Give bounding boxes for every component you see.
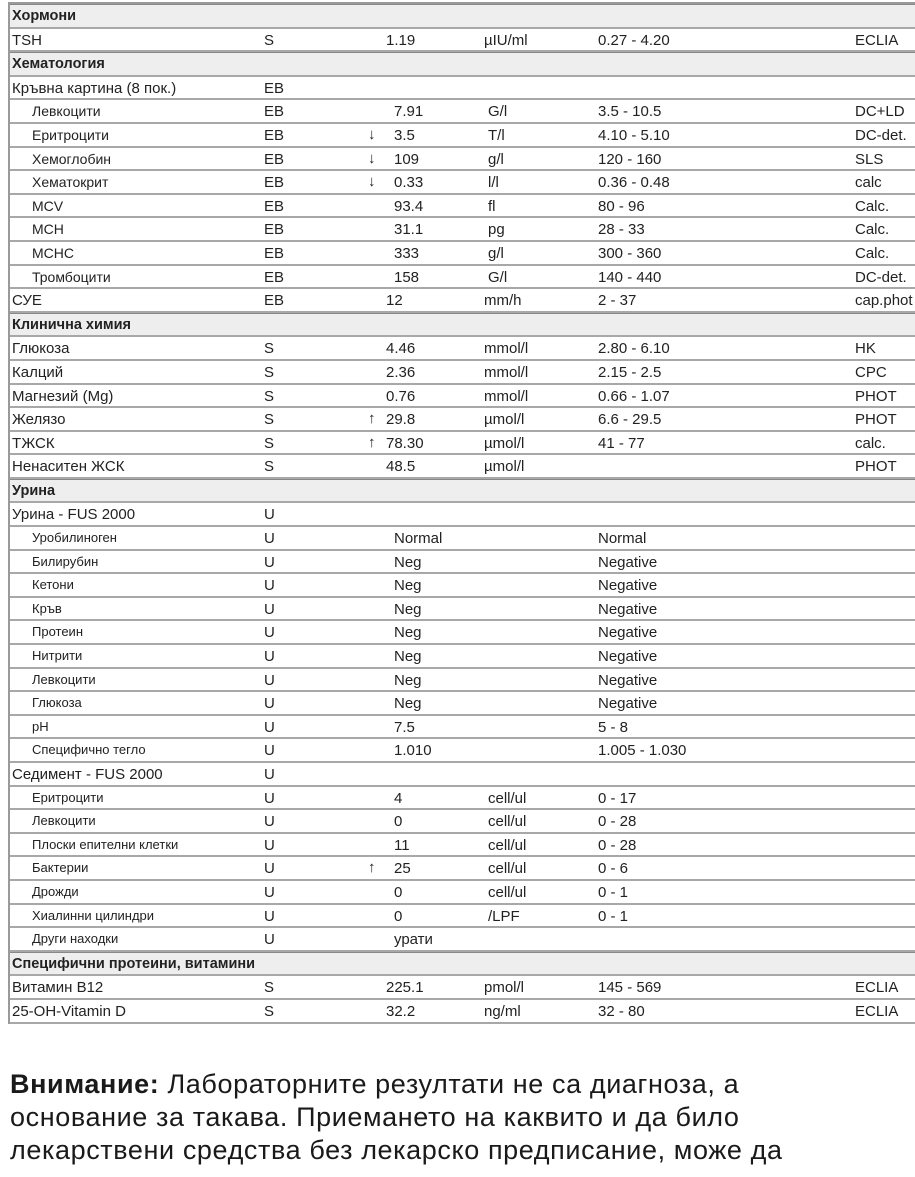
- section-header: [10, 4, 915, 29]
- disclaimer-note: [10, 1068, 783, 1167]
- method: DC+LD: [855, 103, 905, 121]
- result-value: 7.91: [394, 103, 424, 121]
- table-row: [10, 100, 915, 124]
- method: Calc.: [855, 244, 890, 262]
- sample-type: U: [264, 718, 275, 736]
- test-name: Глюкоза: [12, 340, 70, 358]
- sample-type: EB: [264, 126, 285, 144]
- test-name: СУЕ: [12, 292, 42, 310]
- unit: l/l: [488, 174, 499, 192]
- arrow-down-icon: ↓: [368, 173, 376, 191]
- test-name: Калций: [12, 363, 64, 381]
- table-row: [10, 574, 915, 598]
- table-row: [10, 432, 915, 456]
- test-name: Протеин: [32, 624, 83, 640]
- arrow-up-icon: ↑: [368, 433, 376, 451]
- sample-type: S: [264, 31, 275, 49]
- method: DC-det.: [855, 268, 907, 286]
- sample-type: EB: [264, 103, 285, 121]
- test-name: Кръвна картина (8 пок.): [12, 79, 177, 97]
- arrow-up-icon: ↑: [368, 859, 376, 877]
- unit: µmol/l: [484, 458, 525, 476]
- result-value: 0.76: [386, 387, 416, 405]
- reference-range: Normal: [598, 530, 647, 548]
- test-name: Урина - FUS 2000: [12, 506, 136, 524]
- method: calc.: [855, 434, 886, 452]
- arrow-up-icon: ↑: [368, 410, 376, 428]
- method: ECLIA: [855, 1002, 899, 1020]
- test-name: 25-OH-Vitamin D: [12, 1002, 126, 1020]
- table-row: [10, 266, 915, 290]
- result-value: Normal: [394, 530, 443, 548]
- reference-range: 1.005 - 1.030: [598, 742, 687, 760]
- result-value: Neg: [394, 648, 422, 666]
- reference-range: 2.80 - 6.10: [598, 340, 670, 358]
- result-value: урати: [394, 931, 433, 949]
- result-value: 0: [394, 883, 403, 901]
- lab-results-table: [8, 2, 915, 1024]
- result-value: 1.19: [386, 31, 416, 49]
- table-row: [10, 1000, 915, 1024]
- test-name: Левкоцити: [32, 813, 96, 829]
- sample-type: EB: [264, 292, 285, 310]
- reference-range: 6.6 - 29.5: [598, 411, 662, 429]
- test-name: Левкоцити: [32, 671, 96, 687]
- unit: G/l: [488, 103, 508, 121]
- table-row: [10, 716, 915, 740]
- sample-type: EB: [264, 150, 285, 168]
- sample-type: U: [264, 742, 275, 760]
- sample-type: U: [264, 931, 275, 949]
- sample-type: U: [264, 883, 275, 901]
- table-row: [10, 976, 915, 1000]
- reference-range: Negative: [598, 553, 658, 571]
- result-value: 11: [394, 836, 410, 854]
- result-value: 0: [394, 813, 403, 831]
- table-row: [10, 455, 915, 479]
- method: CPC: [855, 363, 887, 381]
- test-name: Специфични протеини, витамини: [12, 955, 256, 972]
- test-name: Хемоглобин: [32, 150, 112, 167]
- reference-range: 4.10 - 5.10: [598, 126, 670, 144]
- reference-range: Negative: [598, 600, 658, 618]
- result-value: Neg: [394, 553, 422, 571]
- result-value: 0: [394, 907, 403, 925]
- table-row: [10, 77, 915, 101]
- result-value: Neg: [394, 577, 422, 595]
- table-row: [10, 218, 915, 242]
- table-row: [10, 29, 915, 53]
- arrow-down-icon: ↓: [368, 125, 376, 143]
- method: cap.phot: [855, 292, 913, 310]
- reference-range: 28 - 33: [598, 221, 645, 239]
- sample-type: S: [264, 434, 275, 452]
- result-value: 25: [394, 860, 411, 878]
- table-row: [10, 669, 915, 693]
- table-row: [10, 361, 915, 385]
- unit: cell/ul: [488, 836, 527, 854]
- sample-type: U: [264, 577, 275, 595]
- unit: G/l: [488, 268, 508, 286]
- unit: µIU/ml: [484, 31, 528, 49]
- result-value: 48.5: [386, 458, 416, 476]
- result-value: 7.5: [394, 718, 415, 736]
- test-name: Левкоцити: [32, 103, 101, 120]
- result-value: Neg: [394, 695, 422, 713]
- unit: g/l: [488, 244, 504, 262]
- table-row: [10, 408, 915, 432]
- result-value: 225.1: [386, 979, 424, 997]
- table-row: [10, 621, 915, 645]
- sample-type: EB: [264, 79, 285, 97]
- reference-range: 80 - 96: [598, 197, 645, 215]
- sample-type: U: [264, 506, 275, 524]
- table-row: [10, 289, 915, 313]
- test-name: ТЖСК: [12, 434, 55, 452]
- reference-range: Negative: [598, 648, 658, 666]
- sample-type: U: [264, 860, 275, 878]
- result-value: 158: [394, 268, 420, 286]
- table-row: [10, 834, 915, 858]
- reference-range: 41 - 77: [598, 434, 645, 452]
- method: PHOT: [855, 411, 897, 429]
- test-name: Хиалинни цилиндри: [32, 907, 155, 923]
- test-name: Хематокрит: [32, 174, 109, 191]
- table-row: [10, 124, 915, 148]
- reference-range: 0.66 - 1.07: [598, 387, 670, 405]
- method: DC-det.: [855, 126, 907, 144]
- test-name: Глюкоза: [32, 695, 82, 711]
- unit: fl: [488, 197, 496, 215]
- sample-type: U: [264, 624, 275, 642]
- reference-range: Negative: [598, 695, 658, 713]
- test-name: Витамин B12: [12, 979, 104, 997]
- test-name: Бактерии: [32, 860, 89, 876]
- result-value: 333: [394, 244, 420, 262]
- sample-type: EB: [264, 197, 285, 215]
- test-name: Ненаситен ЖСК: [12, 458, 125, 476]
- table-row: [10, 337, 915, 361]
- sample-type: U: [264, 648, 275, 666]
- sample-type: EB: [264, 244, 285, 262]
- unit: /LPF: [488, 907, 520, 925]
- reference-range: 300 - 360: [598, 244, 662, 262]
- table-row: [10, 551, 915, 575]
- result-value: 4.46: [386, 340, 416, 358]
- sample-type: U: [264, 600, 275, 618]
- unit: ng/ml: [484, 1002, 521, 1020]
- method: HK: [855, 340, 876, 358]
- result-value: 31.1: [394, 221, 424, 239]
- result-value: 109: [394, 150, 420, 168]
- sample-type: S: [264, 411, 275, 429]
- method: Calc.: [855, 197, 890, 215]
- sample-type: U: [264, 813, 275, 831]
- test-name: MCH: [32, 221, 64, 238]
- table-row: [10, 881, 915, 905]
- reference-range: 0 - 1: [598, 907, 629, 925]
- method: Calc.: [855, 221, 890, 239]
- test-name: Тромбоцити: [32, 268, 111, 285]
- section-header: [10, 52, 915, 77]
- unit: mm/h: [484, 292, 522, 310]
- table-row: [10, 503, 915, 527]
- sample-type: U: [264, 695, 275, 713]
- test-name: Нитрити: [32, 648, 83, 664]
- reference-range: 32 - 80: [598, 1002, 645, 1020]
- sample-type: U: [264, 789, 275, 807]
- table-row: [10, 385, 915, 409]
- sample-type: S: [264, 979, 275, 997]
- result-value: Neg: [394, 671, 422, 689]
- method: ECLIA: [855, 31, 899, 49]
- table-row: [10, 527, 915, 551]
- reference-range: Negative: [598, 624, 658, 642]
- method: SLS: [855, 150, 884, 168]
- reference-range: 0 - 28: [598, 813, 637, 831]
- table-row: [10, 857, 915, 881]
- sample-type: U: [264, 766, 275, 783]
- sample-type: S: [264, 363, 275, 381]
- test-name: MCV: [32, 197, 64, 214]
- unit: T/l: [488, 126, 505, 144]
- reference-range: 0 - 17: [598, 789, 637, 807]
- sample-type: U: [264, 907, 275, 925]
- reference-range: 145 - 569: [598, 979, 662, 997]
- table-row: [10, 739, 915, 763]
- test-name: MCHC: [32, 244, 74, 261]
- reference-range: 120 - 160: [598, 150, 662, 168]
- note-line: основание за такава. Приемането на каквито и да било: [10, 1102, 740, 1132]
- reference-range: Negative: [598, 671, 658, 689]
- table-row: [10, 763, 915, 787]
- test-name: Клинична химия: [12, 316, 131, 333]
- table-row: [10, 598, 915, 622]
- reference-range: 0 - 6: [598, 860, 629, 878]
- result-value: 93.4: [394, 197, 424, 215]
- result-value: 12: [386, 292, 403, 310]
- result-value: Neg: [394, 624, 422, 642]
- test-name: Плоски епителни клетки: [32, 836, 179, 852]
- table-row: [10, 148, 915, 172]
- test-name: Кръв: [32, 600, 62, 616]
- test-name: Билирубин: [32, 553, 99, 569]
- sample-type: EB: [264, 268, 285, 286]
- reference-range: 0.27 - 4.20: [598, 31, 670, 49]
- test-name: Уробилиноген: [32, 530, 117, 546]
- table-row: [10, 810, 915, 834]
- sample-type: U: [264, 553, 275, 571]
- unit: mmol/l: [484, 387, 529, 405]
- note-line: Лабораторните резултати не са диагноза, а: [159, 1069, 740, 1099]
- note-line: лекарствени средства без лекарско предписание, може да: [10, 1135, 783, 1165]
- test-name: Хормони: [12, 8, 77, 24]
- unit: mmol/l: [484, 340, 529, 358]
- section-header: [10, 313, 915, 338]
- unit: µmol/l: [484, 411, 525, 429]
- reference-range: 140 - 440: [598, 268, 662, 286]
- sample-type: U: [264, 836, 275, 854]
- table-row: [10, 787, 915, 811]
- section-header: [10, 479, 915, 504]
- test-name: Магнезий (Mg): [12, 387, 114, 405]
- unit: µmol/l: [484, 434, 525, 452]
- test-name: TSH: [12, 31, 42, 49]
- test-name: Специфично тегло: [32, 742, 146, 758]
- method: PHOT: [855, 458, 897, 476]
- table-row: [10, 928, 915, 952]
- reference-range: 0 - 1: [598, 883, 629, 901]
- result-value: 3.5: [394, 126, 415, 144]
- test-name: Дрожди: [32, 883, 79, 899]
- reference-range: 2.15 - 2.5: [598, 363, 662, 381]
- note-label: Внимание:: [10, 1069, 160, 1099]
- unit: cell/ul: [488, 789, 527, 807]
- test-name: Урина: [12, 482, 56, 499]
- reference-range: 5 - 8: [598, 718, 629, 736]
- test-name: Желязо: [12, 411, 66, 429]
- reference-range: 0.36 - 0.48: [598, 174, 670, 192]
- method: calc: [855, 174, 882, 192]
- section-header: [10, 952, 915, 977]
- result-value: 32.2: [386, 1002, 416, 1020]
- result-value: 2.36: [386, 363, 416, 381]
- sample-type: S: [264, 458, 275, 476]
- method: PHOT: [855, 387, 897, 405]
- sample-type: S: [264, 1002, 275, 1020]
- reference-range: 2 - 37: [598, 292, 637, 310]
- result-value: 0.33: [394, 174, 424, 192]
- sample-type: U: [264, 530, 275, 548]
- sample-type: EB: [264, 221, 285, 239]
- test-name: pH: [32, 718, 49, 734]
- unit: cell/ul: [488, 860, 527, 878]
- sample-type: U: [264, 671, 275, 689]
- arrow-down-icon: ↓: [368, 149, 376, 167]
- reference-range: Negative: [598, 577, 658, 595]
- test-name: Хематология: [12, 56, 105, 73]
- reference-range: 0 - 28: [598, 836, 637, 854]
- test-name: Еритроцити: [32, 126, 109, 143]
- reference-range: 3.5 - 10.5: [598, 103, 662, 121]
- result-value: 4: [394, 789, 403, 807]
- unit: cell/ul: [488, 883, 527, 901]
- unit: pmol/l: [484, 979, 525, 997]
- result-value: Neg: [394, 600, 422, 618]
- sample-type: EB: [264, 174, 285, 192]
- table-row: [10, 242, 915, 266]
- unit: pg: [488, 221, 505, 239]
- unit: g/l: [488, 150, 504, 168]
- result-value: 1.010: [394, 742, 432, 760]
- test-name: Други находки: [32, 931, 119, 947]
- table-row: [10, 195, 915, 219]
- test-name: Седимент - FUS 2000: [12, 766, 163, 783]
- result-value: 29.8: [386, 411, 416, 429]
- sample-type: S: [264, 387, 275, 405]
- method: ECLIA: [855, 979, 899, 997]
- table-row: [10, 645, 915, 669]
- result-value: 78.30: [386, 434, 424, 452]
- test-name: Еритроцити: [32, 789, 104, 805]
- unit: cell/ul: [488, 813, 527, 831]
- sample-type: S: [264, 340, 275, 358]
- table-row: [10, 171, 915, 195]
- table-row: [10, 692, 915, 716]
- table-row: [10, 905, 915, 929]
- unit: mmol/l: [484, 363, 529, 381]
- test-name: Кетони: [32, 577, 74, 593]
